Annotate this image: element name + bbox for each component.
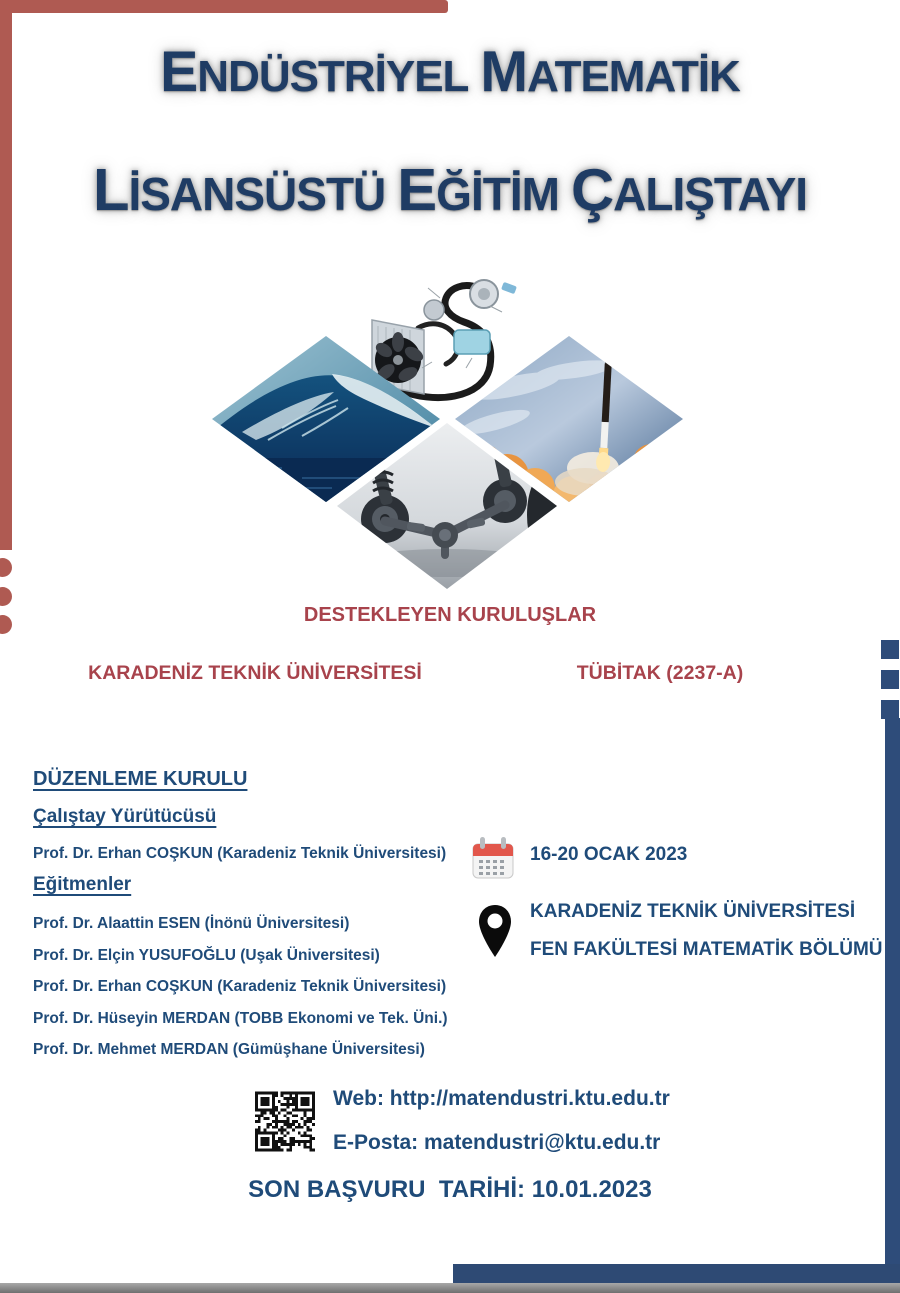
event-location-line1: KARADENİZ TEKNİK ÜNİVERSİTESİ (530, 901, 856, 922)
navy-square-decoration (881, 670, 899, 689)
image-collage (210, 268, 700, 598)
trainer-entry: Prof. Dr. Alaattin ESEN (İnönü Üniversitesi) (33, 915, 350, 932)
navy-square-decoration (881, 700, 899, 719)
bottom-navy-bar (453, 1264, 900, 1283)
poster-title-line1: ENDÜSTRİYEL MATEMATİK (160, 40, 740, 104)
calendar-icon (470, 834, 516, 882)
trainers-heading: Eğitmenler (33, 874, 132, 895)
red-dot-decoration (0, 558, 12, 577)
location-pin-icon (478, 904, 512, 962)
supporter-tubitak: TÜBİTAK (2237-A) (576, 662, 744, 684)
trainer-entry: Prof. Dr. Mehmet MERDAN (Gümüşhane Üniversitesi) (33, 1041, 425, 1058)
trainers-list (33, 908, 448, 1066)
supporters-heading: DESTEKLEYEN KURULUŞLAR (303, 604, 597, 626)
coordinator-name: Prof. Dr. Erhan COŞKUN (Karadeniz Teknik Üniversitesi) (33, 845, 447, 862)
navy-square-decoration (881, 640, 899, 659)
application-deadline: SON BAŞVURU TARİHİ: 10.01.2023 (248, 1176, 652, 1203)
qr-code (255, 1090, 315, 1153)
trainer-entry: Prof. Dr. Elçin YUSUFOĞLU (Uşak Üniversitesi) (33, 946, 380, 964)
event-location-line2: FEN FAKÜLTESİ MATEMATİK BÖLÜMÜ (530, 939, 883, 960)
supporter-ktu: KARADENİZ TEKNİK ÜNİVERSİTESİ (88, 662, 422, 684)
website-link[interactable]: Web: http://matendustri.ktu.edu.tr (333, 1087, 670, 1110)
trainer-entry: Prof. Dr. Hüseyin MERDAN (TOBB Ekonomi ve Tek. Üni.) (33, 1009, 448, 1027)
event-dates: 16-20 OCAK 2023 (530, 844, 688, 865)
trainer-entry: Prof. Dr. Erhan COŞKUN (Karadeniz Teknik Üniversitesi) (33, 978, 447, 995)
committee-heading: DÜZENLEME KURULU (33, 768, 248, 790)
top-red-bar (0, 0, 448, 13)
page-edge-strip (0, 1283, 900, 1293)
coordinator-heading: Çalıştay Yürütücüsü (33, 806, 217, 827)
email-link[interactable]: E-Posta: matendustri@ktu.edu.tr (333, 1131, 661, 1154)
poster-title-line2: LİSANSÜSTÜ EĞİTİM ÇALIŞTAYI (92, 156, 808, 223)
